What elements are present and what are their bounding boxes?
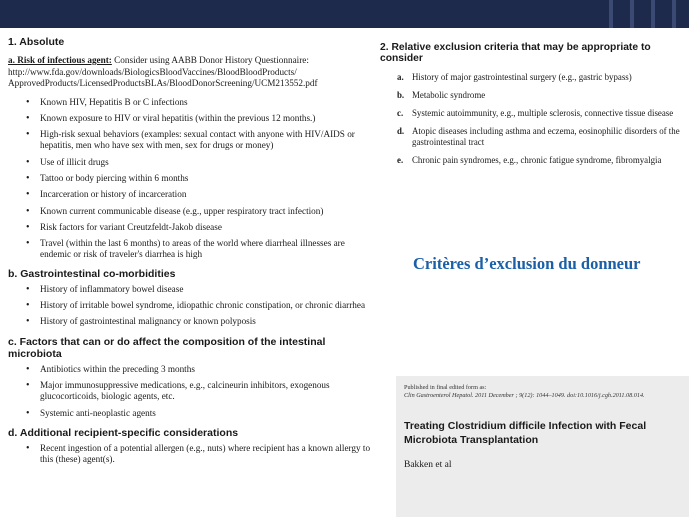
list-item (380, 155, 686, 166)
list-item: • Major immunosuppressive medications, e.g., calcineurin inhibitors, exogenous glucocorticoids, biologic agents, etc. (8, 380, 376, 403)
article-title: Treating Clostridium difficile Infection with Fecal Microbiota Transplantation (404, 420, 647, 446)
questionnaire-url: http://www.fda.gov/downloads/BiologicsBloodVaccines/BloodBloodProducts/ (8, 66, 297, 77)
infectious-agent-line (8, 55, 376, 67)
list-item: • Recent ingestion of a potential allergen (e.g., nuts) where recipient has a known allergy to this (these) agent(s). (8, 443, 376, 466)
list-item-text: History of major gastrointestinal surgery (e.g., gastric bypass) (412, 72, 632, 82)
top-bar-stripe (651, 0, 655, 28)
citation-journal: Clin Gastroenterol Hepatol. 2011 December ; 9(12): 1044–1049. doi:10.1016/j.cgh.2011.08.014. (404, 392, 645, 399)
list-marker: c. (397, 108, 404, 118)
list-marker: a. (397, 72, 404, 82)
section-heading: 1. Absolute (8, 36, 65, 48)
list-item: • Risk factors for variant Creutzfeldt-Jakob disease (8, 222, 376, 233)
list-marker: d. (397, 126, 405, 136)
slide-title: Critères d’exclusion du donneur (413, 254, 641, 273)
list-item-text: Systemic autoimmunity, e.g., multiple sclerosis, connective tissue disease (412, 108, 674, 118)
list-item-text: Atopic diseases including asthma and eczema, eosinophilic disorders of the gastrointestinal tract (412, 126, 680, 147)
list-item: • Antibiotics within the preceding 3 months (8, 364, 376, 375)
list-item: • History of gastrointestinal malignancy or known polyposis (8, 316, 376, 327)
article-authors: Bakken et al (404, 460, 452, 470)
citation-published-label: Published in final edited form as: (404, 384, 487, 391)
top-bar-stripe (630, 0, 634, 28)
list-item: • Known exposure to HIV or viral hepatitis (within the previous 12 months.) (8, 113, 376, 124)
questionnaire-url: ApprovedProducts/LicensedProductsBLAs/BloodDonorScreening/UCM213552.pdf (8, 78, 318, 88)
list-marker: b. (397, 90, 405, 100)
list-item: • Incarceration or history of incarceration (8, 189, 376, 200)
section-heading: c. Factors that can or do affect the composition of the intestinal microbiota (8, 335, 326, 360)
list-item (380, 108, 686, 119)
list-item-text: Chronic pain syndromes, e.g., chronic fatigue syndrome, fibromyalgia (412, 155, 662, 165)
recipient-considerations-list (8, 443, 376, 466)
list-item: • Travel (within the last 6 months) to areas of the world where diarrheal illnesses are endemic or risk of traveler's diarrhea is high (8, 238, 376, 261)
citation-box (396, 376, 689, 517)
section-heading: b. Gastrointestinal co-morbidities (8, 267, 176, 280)
list-item: • High-risk sexual behaviors (examples: sexual contact with anyone with HIV/AIDS or hepatitis, men who have sex with men, sex for drugs or money) (8, 129, 376, 152)
list-item (380, 126, 686, 148)
list-item-text: Metabolic syndrome (412, 90, 486, 100)
list-item: • Use of illicit drugs (8, 157, 376, 168)
top-bar (0, 0, 689, 28)
citation-published (404, 384, 689, 400)
microbiota-factors-list (8, 364, 376, 419)
list-item: • Known current communicable disease (e.g., upper respiratory tract infection) (8, 206, 376, 217)
infectious-risk-list (8, 97, 376, 261)
list-item: • History of inflammatory bowel disease (8, 284, 376, 295)
infectious-agent-text: Consider using AABB Donor History Questionnaire: (111, 55, 309, 65)
relative-criteria-list (380, 72, 686, 166)
section-heading: d. Additional recipient-specific considerations (8, 426, 239, 439)
list-item (380, 72, 686, 83)
gi-comorbidities-list (8, 284, 376, 328)
list-item: • Tattoo or body piercing within 6 months (8, 173, 376, 184)
relative-criteria-document (380, 42, 686, 166)
section-heading: 2. Relative exclusion criteria that may be appropriate to consider (380, 42, 651, 64)
absolute-criteria-document (8, 36, 376, 512)
list-item: • Systemic anti-neoplastic agents (8, 408, 376, 419)
list-item: • History of irritable bowel syndrome, idiopathic chronic constipation, or chronic diarrhea (8, 300, 376, 311)
list-marker: e. (397, 155, 404, 165)
top-bar-stripe (672, 0, 676, 28)
list-item: • Known HIV, Hepatitis B or C infections (8, 97, 376, 108)
top-bar-stripe (609, 0, 613, 28)
infectious-agent-label: a. Risk of infectious agent: (8, 55, 112, 65)
list-item (380, 90, 686, 101)
